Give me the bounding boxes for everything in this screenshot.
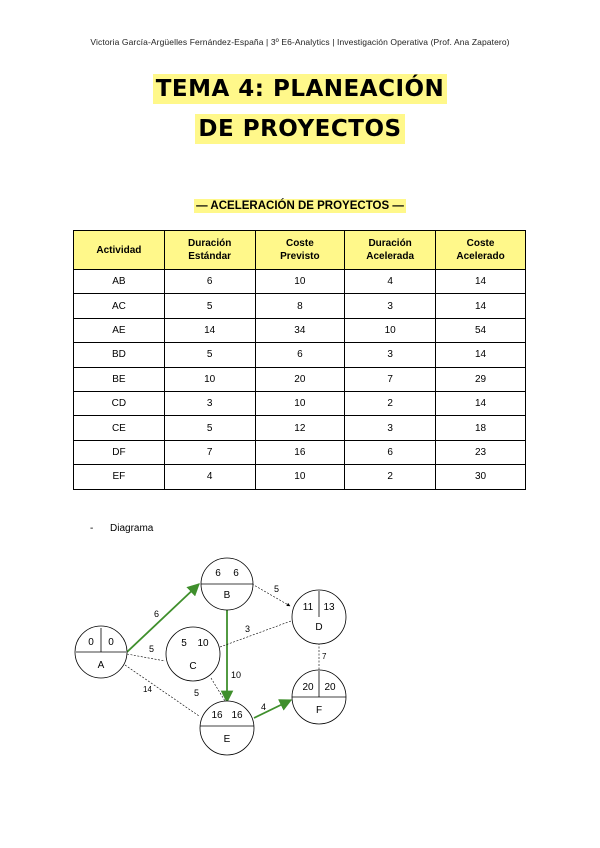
node-C-label: C [189, 661, 197, 672]
node-E [200, 701, 254, 755]
table-cell: 10 [345, 318, 436, 342]
diagram-bullet-label: Diagrama [110, 523, 154, 534]
node-C-early: 5 [181, 638, 187, 649]
table-cell: 8 [255, 294, 345, 318]
table-cell: 6 [345, 440, 436, 464]
node-E-early: 16 [211, 710, 223, 721]
table-cell: CE [74, 416, 165, 440]
table-cell: 10 [164, 367, 255, 391]
table-cell: 3 [164, 391, 255, 415]
node-D-early: 11 [302, 602, 314, 613]
edge-label-AC: 5 [149, 644, 155, 654]
table-cell: 2 [345, 391, 436, 415]
node-B [201, 558, 253, 610]
table-cell: 14 [436, 343, 526, 367]
node-F-early: 20 [302, 682, 314, 693]
page-header: Victoria García-Argüelles Fernández-España | 3º E6-Analytics | Investigación Operativa (Prof. Ana Zapatero) [90, 37, 510, 47]
node-D [292, 590, 346, 644]
header-coste-acelerado: Coste Acelerado [436, 231, 526, 270]
edge-EF [254, 700, 291, 718]
edge-label-EF: 4 [261, 702, 267, 712]
node-E-late: 16 [231, 710, 243, 721]
table-cell: 4 [345, 270, 436, 294]
table-cell: 18 [436, 416, 526, 440]
node-A [75, 626, 127, 678]
node-D-label: D [315, 622, 323, 633]
node-F-label: F [315, 705, 323, 716]
node-A-label: A [97, 660, 105, 671]
table-cell: 10 [255, 270, 345, 294]
table-cell: EF [74, 465, 165, 489]
table-cell: 14 [436, 270, 526, 294]
table-cell: 6 [255, 343, 345, 367]
table-cell: 54 [436, 318, 526, 342]
table-cell: 5 [164, 294, 255, 318]
node-C [166, 627, 220, 681]
table-cell: 7 [164, 440, 255, 464]
table-cell: AE [74, 318, 165, 342]
header-duracion-acelerada: Duración Acelerada [345, 231, 436, 270]
edge-CE [211, 678, 225, 701]
table-cell: 10 [255, 391, 345, 415]
edge-label-DF: 7 [322, 652, 327, 661]
table-cell: 34 [255, 318, 345, 342]
page-title-line-2-text: DE PROYECTOS [195, 114, 404, 144]
edge-CD [220, 621, 291, 647]
node-B-label: B [223, 590, 231, 601]
table-cell: BD [74, 343, 165, 367]
node-A-early: 0 [88, 637, 94, 648]
node-E-label: E [223, 734, 231, 745]
table-cell: 10 [255, 465, 345, 489]
edge-label-CE: 5 [194, 688, 200, 698]
table-cell: 23 [436, 440, 526, 464]
table-cell: 3 [345, 416, 436, 440]
section-title-text: — ACELERACIÓN DE PROYECTOS — [196, 200, 404, 212]
node-F-late: 20 [324, 682, 336, 693]
table-cell: 6 [164, 270, 255, 294]
table-cell: 4 [164, 465, 255, 489]
header-actividad: Actividad [74, 231, 165, 270]
node-C-late: 10 [197, 638, 209, 649]
edge-label-AB: 6 [154, 609, 160, 619]
node-F [292, 670, 346, 724]
table-cell: 20 [255, 367, 345, 391]
edge-label-BE: 10 [231, 670, 242, 680]
table-cell: 5 [164, 343, 255, 367]
table-cell: AC [74, 294, 165, 318]
header-duracion-estandar: Duración Estándar [164, 231, 255, 270]
edge-BD [252, 584, 290, 606]
page-title-line-1-text: TEMA 4: PLANEACIÓN [153, 74, 448, 104]
table-cell: 5 [164, 416, 255, 440]
node-A-late: 0 [108, 637, 114, 648]
node-B-late: 6 [233, 568, 239, 579]
table-cell: 3 [345, 294, 436, 318]
table-cell: 2 [345, 465, 436, 489]
table-cell: 16 [255, 440, 345, 464]
table-cell: BE [74, 367, 165, 391]
table-cell: 14 [164, 318, 255, 342]
node-D-late: 13 [323, 602, 335, 613]
table-cell: AB [74, 270, 165, 294]
table-cell: 29 [436, 367, 526, 391]
node-B-early: 6 [215, 568, 221, 579]
table-cell: 14 [436, 294, 526, 318]
table-cell: 3 [345, 343, 436, 367]
table-cell: DF [74, 440, 165, 464]
table-cell: 30 [436, 465, 526, 489]
bullet-dash: - [90, 523, 94, 534]
table-cell: 14 [436, 391, 526, 415]
edge-label-CD: 3 [245, 624, 251, 634]
edge-label-AE: 14 [143, 685, 152, 694]
table-cell: 7 [345, 367, 436, 391]
table-cell: CD [74, 391, 165, 415]
edge-label-BD: 5 [274, 584, 280, 594]
table-cell: 12 [255, 416, 345, 440]
header-coste-previsto: Coste Previsto [255, 231, 345, 270]
edge-AC [127, 654, 165, 661]
